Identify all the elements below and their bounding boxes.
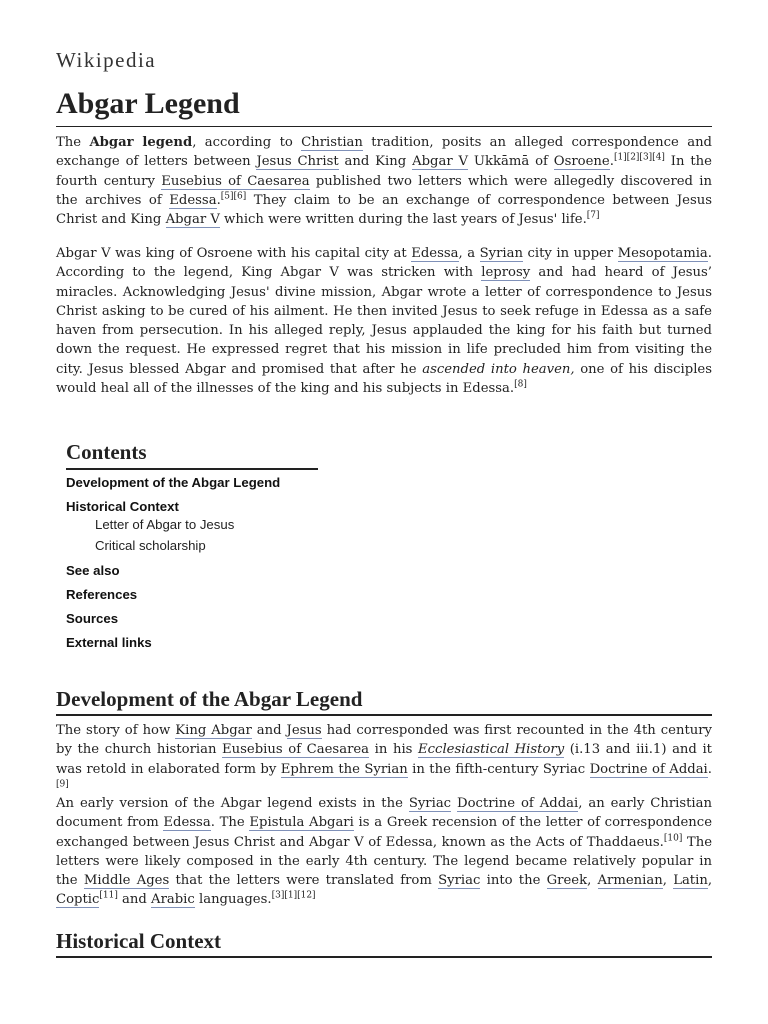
toc-title: Contents [66, 438, 318, 470]
italic-text: ascended into heaven, [422, 361, 575, 377]
toc-item-external-links[interactable]: External links [66, 635, 152, 650]
wiki-link[interactable]: Edessa [411, 246, 459, 261]
wiki-link[interactable]: Middle Ages [83, 873, 170, 889]
wiki-link[interactable]: Mesopotamia [617, 246, 708, 261]
wiki-link[interactable]: Abgar V [165, 212, 220, 228]
table-of-contents [66, 438, 386, 650]
wiki-link[interactable]: Coptic [56, 892, 100, 908]
wiki-link[interactable]: Osroene [553, 154, 610, 170]
citation-ref[interactable]: [9] [56, 779, 69, 790]
citation-ref[interactable]: [8] [514, 379, 527, 390]
wiki-link[interactable]: Christian [301, 135, 363, 150]
wiki-link[interactable]: Latin [673, 873, 708, 889]
wiki-link[interactable]: Ecclesiastical History [418, 742, 565, 758]
wiki-link[interactable]: Ephrem the Syrian [280, 761, 408, 777]
toc-item-sources[interactable]: Sources [66, 611, 119, 626]
wiki-link[interactable]: Syriac [438, 873, 481, 889]
wiki-link[interactable]: Abgar V [412, 154, 469, 170]
section-heading-historical-context: Historical Context [56, 926, 712, 958]
citation-ref[interactable]: [1][2][3][4] [613, 152, 665, 163]
wiki-link[interactable]: Doctrine of Addai [457, 796, 579, 811]
intro-paragraph-2: Abgar V was king of Osroene with his capital city at Edessa, a Syrian city in upper Mesopotamia. According to the legend, King Abgar V was stricken with leprosy and had heard of Jesus’ miracles. Acknowledging Jesus' divine mission, Abgar wrote a letter of correspondence to Jesus Christ asking to be cured of his ailment. He then invited Jesus to seek refuge in Edessa as a safe haven from persecution. In his alleged reply, Jesus applauded the king for his faith but turned down the request. He expressed regret that his mission in life precluded him from visiting the city. Jesus blessed Abgar and promised that after he ascended into heaven, one of his disciples would heal all of the illnesses of the king and his subjects in Edessa.[8] [56, 246, 712, 397]
toc-item-historical-context[interactable]: Historical Context [66, 499, 179, 514]
development-paragraph-2: An early version of the Abgar legend exists in the Syriac Doctrine of Addai, an early Christian document from Edessa. The Epistula Abgari is a Greek recension of the letter of correspondence exchanged between Jesus Christ and Abgar V of Edessa, known as the Acts of Thaddaeus.[10] The letters were likely composed in the early 4th century. The legend became relatively popular in the Middle Ages that the letters were translated from Syriac into the Greek, Armenian, Latin, Coptic[11] and Arabic languages.[3][1][12] [56, 796, 713, 908]
intro-paragraph-1: The Abgar legend, according to Christian tradition, posits an alleged correspondence and exchange of letters between Jesus Christ and King Abgar V Ukkāmā of Osroene.[1][2][3][4] In the fourth century Eusebius of Caesarea published two letters which were allegedly discovered in the archives of Edessa.[5][6] They claim to be an exchange of correspondence between Jesus Christ and King Abgar V which were written during the last years of Jesus' life.[7] [56, 135, 712, 228]
development-paragraph-1: The story of how King Abgar and Jesus had corresponded was first recounted in the 4th century by the church historian Eusebius of Caesarea in his Ecclesiastical History (i.13 and iii.1) and it was retold in elaborated form by Ephrem the Syrian in the fifth-century Syriac Doctrine of Addai.[9] [56, 723, 712, 790]
citation-ref[interactable]: [3][1][12] [271, 891, 316, 902]
wiki-link[interactable]: Arabic [151, 892, 195, 908]
wiki-link[interactable]: King Abgar [175, 723, 252, 738]
page-title: Abgar Legend [56, 84, 712, 127]
wiki-link[interactable]: Doctrine of Addai [589, 761, 708, 777]
wiki-link[interactable]: Jesus Christ [256, 154, 339, 170]
wiki-link[interactable]: Armenian [597, 873, 663, 889]
wiki-link[interactable]: Edessa [163, 815, 211, 831]
wiki-link[interactable]: Epistula Abgari [249, 815, 354, 831]
wiki-link[interactable]: leprosy [481, 265, 531, 281]
wiki-link[interactable]: Jesus [286, 723, 322, 738]
toc-item-development[interactable]: Development of the Abgar Legend [66, 475, 281, 490]
toc-item-critical-scholarship[interactable]: Critical scholarship [95, 538, 206, 553]
citation-ref[interactable]: [11] [99, 891, 118, 902]
toc-item-letter-of-abgar[interactable]: Letter of Abgar to Jesus [95, 517, 235, 532]
citation-ref[interactable]: [10] [663, 833, 683, 844]
wiki-link[interactable]: Eusebius of Caesarea [161, 173, 310, 189]
bold-term: Abgar legend [89, 135, 193, 150]
wiki-link[interactable]: Edessa [169, 192, 217, 208]
wikipedia-wordmark[interactable]: Wikipedia [56, 48, 157, 72]
citation-ref[interactable]: [7] [586, 210, 600, 221]
citation-ref[interactable]: [5][6] [220, 191, 247, 202]
wiki-link[interactable]: Syriac [408, 796, 452, 811]
section-heading-development: Development of the Abgar Legend [56, 684, 712, 716]
toc-item-references[interactable]: References [66, 587, 138, 602]
toc-item-see-also[interactable]: See also [66, 563, 120, 578]
wiki-link[interactable]: Eusebius of Caesarea [222, 742, 370, 758]
wiki-link[interactable]: Greek [546, 873, 588, 889]
wiki-link[interactable]: Syrian [479, 246, 523, 261]
